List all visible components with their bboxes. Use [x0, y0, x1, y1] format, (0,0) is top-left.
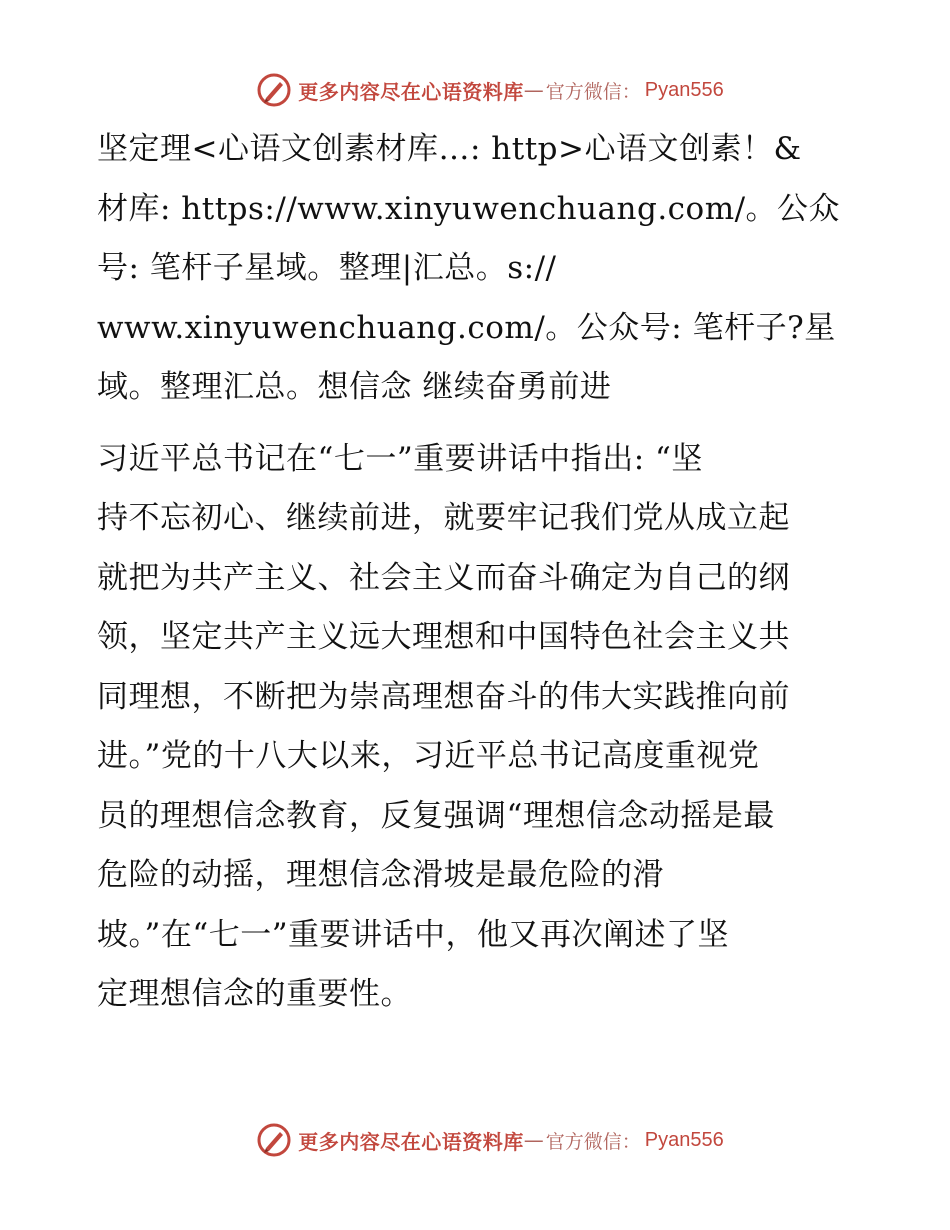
text-line: 就把为共产主义、社会主义而奋斗确定为自己的纲 [97, 559, 790, 596]
footer-watermark-banner [0, 1120, 950, 1160]
text-line: 号: 笔杆子星域。整理|汇总。s:// [97, 250, 557, 286]
banner-official-label: 官方微信： [545, 80, 641, 103]
text-line: 域。整理汇总。想信念 继续奋勇前进 [97, 369, 612, 405]
text-line: 进。”党的十八大以来，习近平总书记高度重视党 [97, 738, 760, 774]
banner-separator: — [523, 78, 544, 102]
pen-logo-icon [256, 72, 292, 108]
text-line: 领，坚定共产主义远大理想和中国特色社会主义共 [97, 619, 790, 655]
banner-text: 更多内容尽在心语资料库 [298, 79, 524, 104]
text-line: 材库: https://www.xinyuwenchuang.com/。公众 [97, 190, 841, 227]
text-line: 危险的动摇，理想信念滑坡是最危险的滑 [97, 857, 664, 893]
text-line: 持不忘初心、继续前进，就要牢记我们党从成立起 [97, 500, 790, 536]
text-line: 习近平总书记在“七一”重要讲话中指出: “坚 [97, 440, 703, 477]
paragraph-1 [97, 120, 852, 418]
banner-official-label: 官方微信： [545, 1130, 641, 1153]
text-line: 定理想信念的重要性。 [97, 976, 412, 1012]
banner-wechat-id: Pyan556 [644, 1128, 724, 1151]
header-watermark-banner [0, 70, 950, 110]
text-line: 同理想，不断把为崇高理想奋斗的伟大实践推向前 [97, 678, 790, 715]
text-line: 员的理想信念教育，反复强调“理想信念动摇是最 [97, 797, 775, 834]
text-line: 坚定理<心语文创素材库…: http>心语文创素！& [97, 131, 802, 167]
document-body [97, 120, 852, 1025]
text-line: 坡。”在“七一”重要讲话中，他又再次阐述了坚 [97, 916, 730, 953]
banner-text: 更多内容尽在心语资料库 [298, 1129, 524, 1154]
pen-logo-icon [256, 1122, 292, 1158]
banner-wechat-id: Pyan556 [644, 78, 724, 101]
banner-separator: — [523, 1128, 544, 1152]
text-line: www.xinyuwenchuang.com/。公众号: 笔杆子?星 [97, 309, 836, 346]
paragraph-2 [97, 430, 852, 1025]
